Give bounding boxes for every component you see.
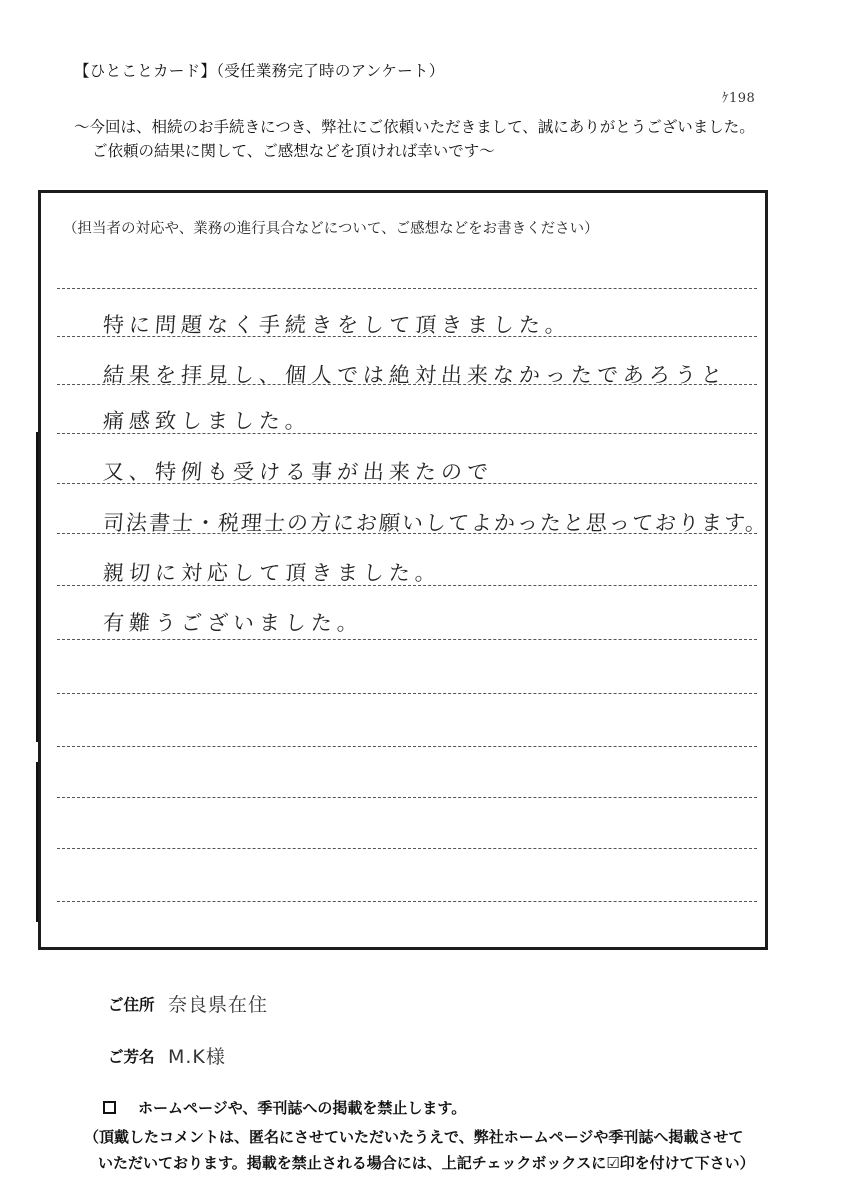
handwritten-line: 結果を拝見し、個人では絶対出来なかったであろうと — [102, 363, 728, 387]
address-label: ご住所 — [108, 996, 155, 1014]
ruled-line — [57, 901, 757, 902]
thanks-message-line-1: ～今回は、相続のお手続きにつき、弊社にご依頼いただきまして、誠にありがとうございました。 — [74, 118, 755, 136]
reference-number: ｹ198 — [722, 91, 756, 106]
comment-box — [38, 190, 768, 950]
card-title: 【ひとことカード】（受任業務完了時のアンケート） — [74, 62, 445, 80]
handwritten-line: 痛感致しました。 — [102, 409, 312, 433]
ruled-line — [57, 797, 757, 798]
handwritten-line: 親切に対応して頂きました。 — [102, 561, 442, 585]
thanks-message-line-2: ご依頼の結果に関して、ご感想などを頂ければ幸いです～ — [92, 142, 495, 160]
ruled-line — [57, 693, 757, 694]
publication-note-line-1: （頂戴したコメントは、匿名にさせていただいたうえで、弊社ホームページや季刊誌へ掲載させて — [84, 1128, 744, 1146]
handwritten-line: 又、特例も受ける事が出来たので — [102, 460, 494, 484]
ruled-line — [57, 848, 757, 849]
ruled-line — [57, 639, 757, 640]
no-publish-label: ホームページや、季刊誌への掲載を禁止します。 — [138, 1099, 467, 1117]
name-label: ご芳名 — [108, 1048, 155, 1066]
name-value: M.K様 — [168, 1046, 226, 1068]
handwritten-line: 有難うございました。 — [102, 611, 364, 635]
address-value: 奈良県在住 — [168, 994, 269, 1016]
ruled-line — [57, 288, 757, 289]
no-publish-checkbox[interactable] — [103, 1101, 116, 1114]
publication-note-line-2: いただいております。掲載を禁止される場合には、上記チェックボックスに☑印を付けて下さい） — [98, 1154, 755, 1172]
ruled-line — [57, 746, 757, 747]
handwritten-line: 司法書士・税理士の方にお願いしてよかったと思っております。 — [102, 511, 770, 535]
handwritten-line: 特に問題なく手続きをして頂きました。 — [102, 313, 572, 337]
comment-prompt: （担当者の対応や、業務の進行具合などについて、ご感想などをお書きください） — [63, 221, 599, 237]
